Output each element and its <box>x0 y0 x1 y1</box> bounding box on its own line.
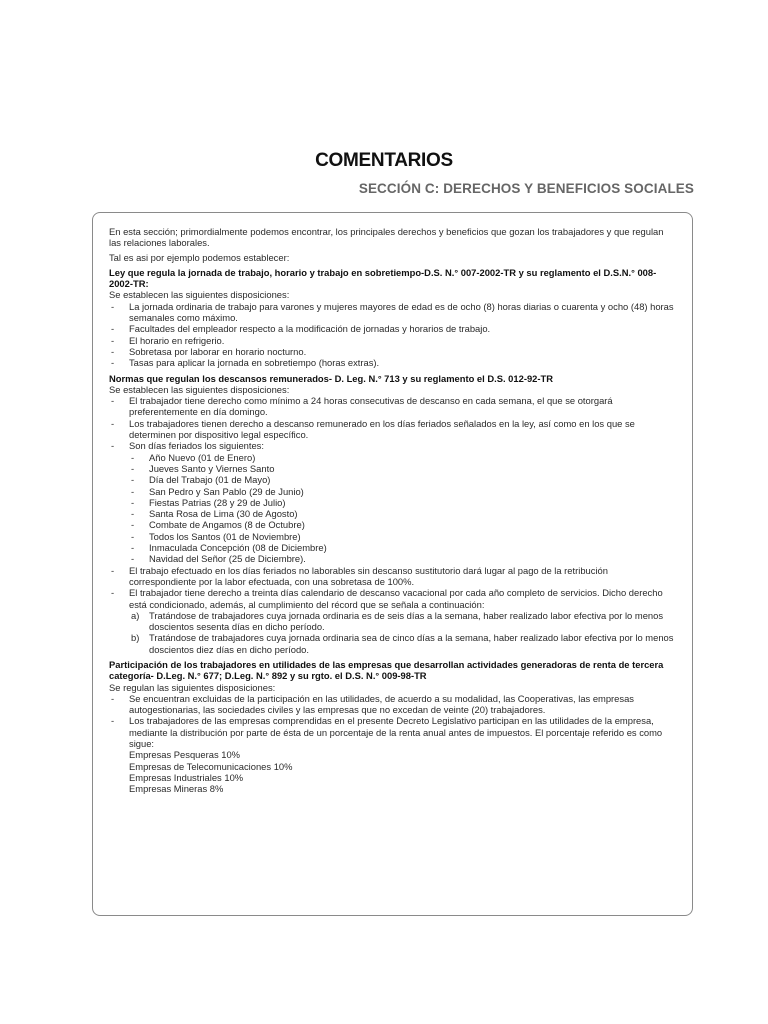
rate-item: Empresas de Telecomunicaciones 10% <box>129 760 293 772</box>
list-item: - Los trabajadores de las empresas comprendidas en el presente Decreto Legislativo participan en las utilidades de la empresa, mediante la distribución por parte de ésta de un porcentaje de la renta anual antes de impuestos. El porcentaje referido es como sigue: <box>109 715 676 749</box>
list-item: - El horario en refrigerio. <box>109 335 676 346</box>
rate-item: Empresas Pesqueras 10% <box>129 749 240 761</box>
section-heading-utilidades: Participación de los trabajadores en utilidades de las empresas que desarrollan actividades generadoras de renta de tercera categoría- D.Leg. N.° 677; D.Leg. N.° 892 y su rgto. el D.S. N.° 009-98-TR <box>109 658 664 682</box>
section-subtitle: SECCIÓN C: DERECHOS Y BENEFICIOS SOCIALES <box>358 181 694 196</box>
section-heading-jornada: Ley que regula la jornada de trabajo, horario y trabajo en sobretiempo-D.S. N.° 007-2002-TR y su reglamento el D.S.N.° 008-2002-TR: <box>109 266 657 290</box>
list-item: - El trabajador tiene derecho como mínimo a 24 horas consecutivas de descanso en cada semana, el que se otorgará preferentemente en día domingo. <box>109 395 676 418</box>
holiday-item: - Jueves Santo y Viernes Santo <box>129 463 676 474</box>
list-item: - El trabajo efectuado en los días feriados no laborables sin descanso sustitutorio dará lugar al pago de la retribución correspondiente por la labor efectuada, con una sobretasa de 100%. <box>109 565 676 588</box>
holiday-item: - Combate de Angamos (8 de Octubre) <box>129 519 676 530</box>
rates-list <box>109 749 676 794</box>
section-list-utilidades <box>109 693 676 749</box>
condition-text: Tratándose de trabajadores cuya jornada ordinaria es de seis días a la semana, haber realizado labor efectiva por lo menos doscientos sesenta días en dicho período. <box>149 609 664 633</box>
condition-marker: b) <box>131 632 140 644</box>
page-title: COMENTARIOS <box>315 150 453 171</box>
intro-paragraph: En esta sección; primordialmente podemos encontrar, los principales derechos y beneficios que gozan los trabajadores y que regulan las relaciones laborales. <box>109 226 664 249</box>
holiday-item: - Inmaculada Concepción (08 de Diciembre) <box>129 542 676 553</box>
rate-item: Empresas Industriales 10% <box>129 771 244 783</box>
rate-item: Empresas Mineras 8% <box>129 783 224 795</box>
holiday-item: - San Pedro y San Pablo (29 de Junio) <box>129 486 676 497</box>
condition-item <box>129 632 676 655</box>
list-item: - Se encuentran excluidas de la participación en las utilidades, de acuerdo a su modalidad, las Cooperativas, las empresas autogestionarias, las sociedades civiles y las empresas que no excedan de veinte (20) trabajadores. <box>109 693 676 716</box>
content-box <box>92 212 693 916</box>
section-lead: Se establecen las siguientes disposiciones: <box>109 383 290 395</box>
condition-item <box>129 610 676 633</box>
holiday-item: - Santa Rosa de Lima (30 de Agosto) <box>129 508 676 519</box>
list-item: - La jornada ordinaria de trabajo para varones y mujeres mayores de edad es de ocho (8) horas diarias o cuarenta y ocho (48) horas semanales como máximo. <box>109 301 676 324</box>
section-list-descansos <box>109 395 676 655</box>
list-item <box>109 440 676 564</box>
intro-lead: Tal es asi por ejemplo podemos establecer: <box>109 251 290 263</box>
section-lead: Se establecen las siguientes disposiciones: <box>109 289 290 301</box>
holiday-item: - Navidad del Señor (25 de Diciembre). <box>129 553 676 564</box>
list-item: - Tasas para aplicar la jornada en sobretiempo (horas extras). <box>109 357 676 368</box>
section-heading-descansos: Normas que regulan los descansos remunerados- D. Leg. N.° 713 y su reglamento el D.S. 012-92-TR <box>109 372 553 384</box>
list-item-text: Son días feriados los siguientes: <box>129 440 264 452</box>
holiday-item: - Año Nuevo (01 de Enero) <box>129 452 676 463</box>
list-item <box>109 587 676 655</box>
holiday-item: - Día del Trabajo (01 de Mayo) <box>129 474 676 485</box>
list-item: - Facultades del empleador respecto a la modificación de jornadas y horarios de trabajo. <box>109 323 676 334</box>
list-item-text: El trabajador tiene derecho a treinta días calendario de descanso vacacional por cada año completo de servicios. Dicho derecho está condicionado, además, al cumplimiento del récord que se señala a continuación: <box>129 587 663 610</box>
record-conditions-list <box>129 610 676 655</box>
holiday-item: - Todos los Santos (01 de Noviembre) <box>129 531 676 542</box>
section-list-jornada <box>109 301 676 369</box>
condition-text: Tratándose de trabajadores cuya jornada ordinaria sea de cinco días a la semana, haber realizado labor efectiva por lo menos doscientos diez días en dicho período. <box>149 632 674 655</box>
holiday-item: - Fiestas Patrias (28 y 29 de Julio) <box>129 497 676 508</box>
condition-marker: a) <box>131 609 140 621</box>
section-lead: Se regulan las siguientes disposiciones: <box>109 681 276 693</box>
list-item: - Los trabajadores tienen derecho a descanso remunerado en los días feriados señalados en la ley, así como en los que se determinen por dispositivo legal específico. <box>109 418 676 441</box>
list-item: - Sobretasa por laborar en horario nocturno. <box>109 346 676 357</box>
holiday-list <box>129 452 676 565</box>
